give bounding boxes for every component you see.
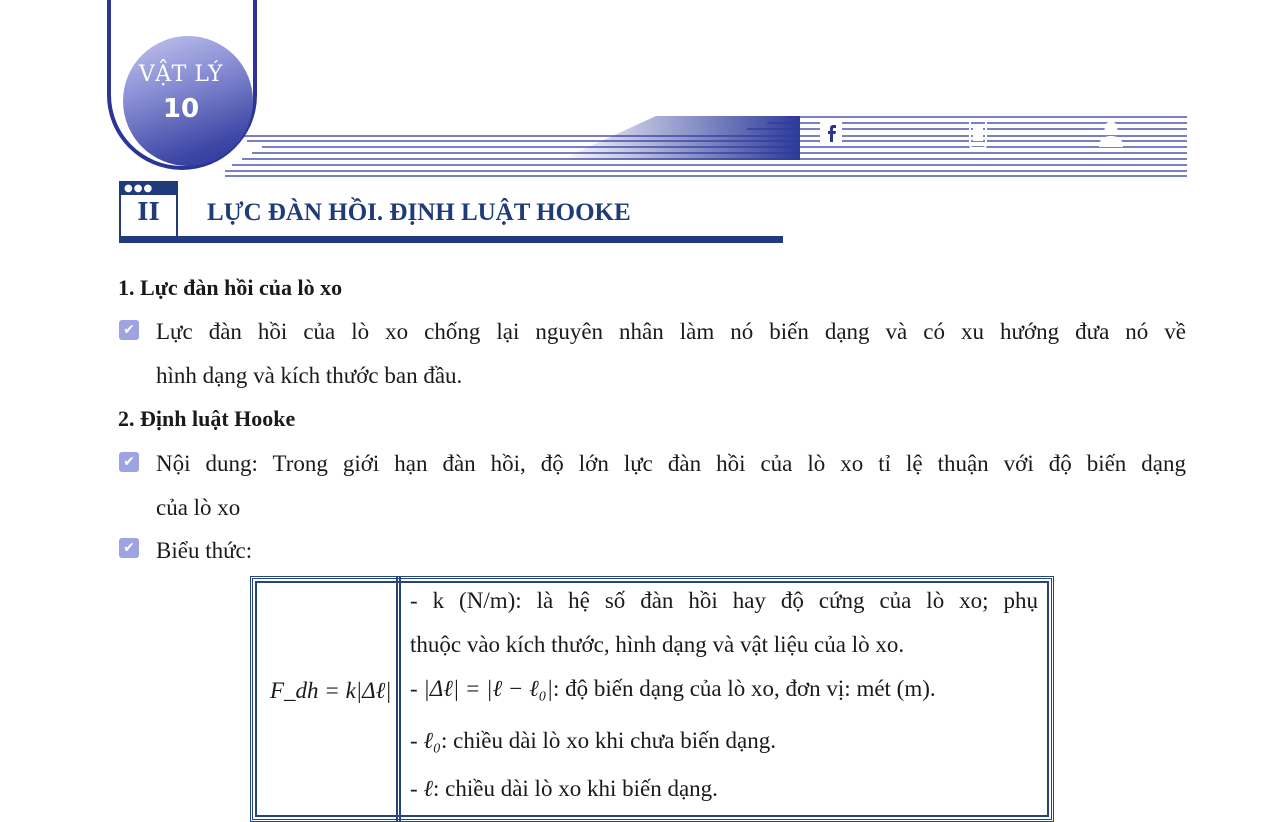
- desc-l-prefix: -: [410, 776, 424, 801]
- facebook-icon[interactable]: [816, 119, 846, 149]
- desc-l0-text: : chiều dài lò xo khi chưa biến dạng.: [441, 728, 777, 753]
- desc-delta-prefix: -: [410, 676, 424, 701]
- formula-table-divider: [396, 576, 401, 822]
- part2-heading: 2. Định luật Hooke: [118, 406, 296, 431]
- section-underline: [119, 236, 783, 243]
- part2-bullet1-line1: Nội dung: Trong giới hạn đàn hồi, độ lớn lực đàn hồi của lò xo tỉ lệ thuận với độ biến dạng: [156, 451, 1186, 476]
- desc-delta-math: |Δℓ| = |ℓ − ℓ₀|: [423, 676, 553, 701]
- part1-heading: 1. Lực đàn hồi của lò xo: [118, 275, 343, 300]
- badge-number: 10: [162, 94, 200, 124]
- desc-l0-math: ℓ₀: [423, 728, 441, 753]
- part2-bullet1-line2: của lò xo: [156, 495, 241, 520]
- desc-l-text: : chiều dài lò xo khi biến dạng.: [433, 776, 718, 801]
- checkbox-icon: ✔: [119, 538, 139, 558]
- desc-l0: [410, 728, 1038, 754]
- section-title: LỰC ĐÀN HỒI. ĐỊNH LUẬT HOOKE: [207, 199, 631, 226]
- desc-l-math: ℓ: [423, 776, 434, 801]
- page-header: [0, 0, 1275, 182]
- window-dots-icon: ●●●: [124, 183, 154, 194]
- checkbox-icon: ✔: [119, 320, 139, 340]
- desc-k-line2: thuộc vào kích thước, hình dạng và vật liệu của lò xo.: [410, 632, 905, 657]
- desc-l0-prefix: -: [410, 728, 424, 753]
- part2-bullet2: Biểu thức:: [156, 538, 253, 563]
- part1-bullet1-line2: hình dạng và kích thước ban đầu.: [156, 363, 463, 388]
- part1-bullet1-line1: Lực đàn hồi của lò xo chống lại nguyên nhân làm nó biến dạng và có xu hướng đưa nó về: [156, 319, 1186, 344]
- hooke-formula: F_dh = k|Δℓ|: [270, 678, 392, 703]
- section-number-box: [119, 181, 178, 241]
- desc-delta-text: : độ biến dạng của lò xo, đơn vị: mét (m).: [553, 676, 936, 701]
- checkbox-icon: ✔: [119, 452, 139, 472]
- desc-delta-l: [410, 676, 1038, 702]
- phone-icon[interactable]: [963, 119, 993, 149]
- section-number: II: [137, 197, 160, 226]
- desc-l: [410, 776, 1038, 802]
- user-icon[interactable]: [1095, 119, 1127, 149]
- desc-k-line1: - k (N/m): là hệ số đàn hồi hay độ cứng của lò xo; phụ: [410, 588, 1038, 613]
- badge-title: VẬT LÝ: [138, 62, 224, 87]
